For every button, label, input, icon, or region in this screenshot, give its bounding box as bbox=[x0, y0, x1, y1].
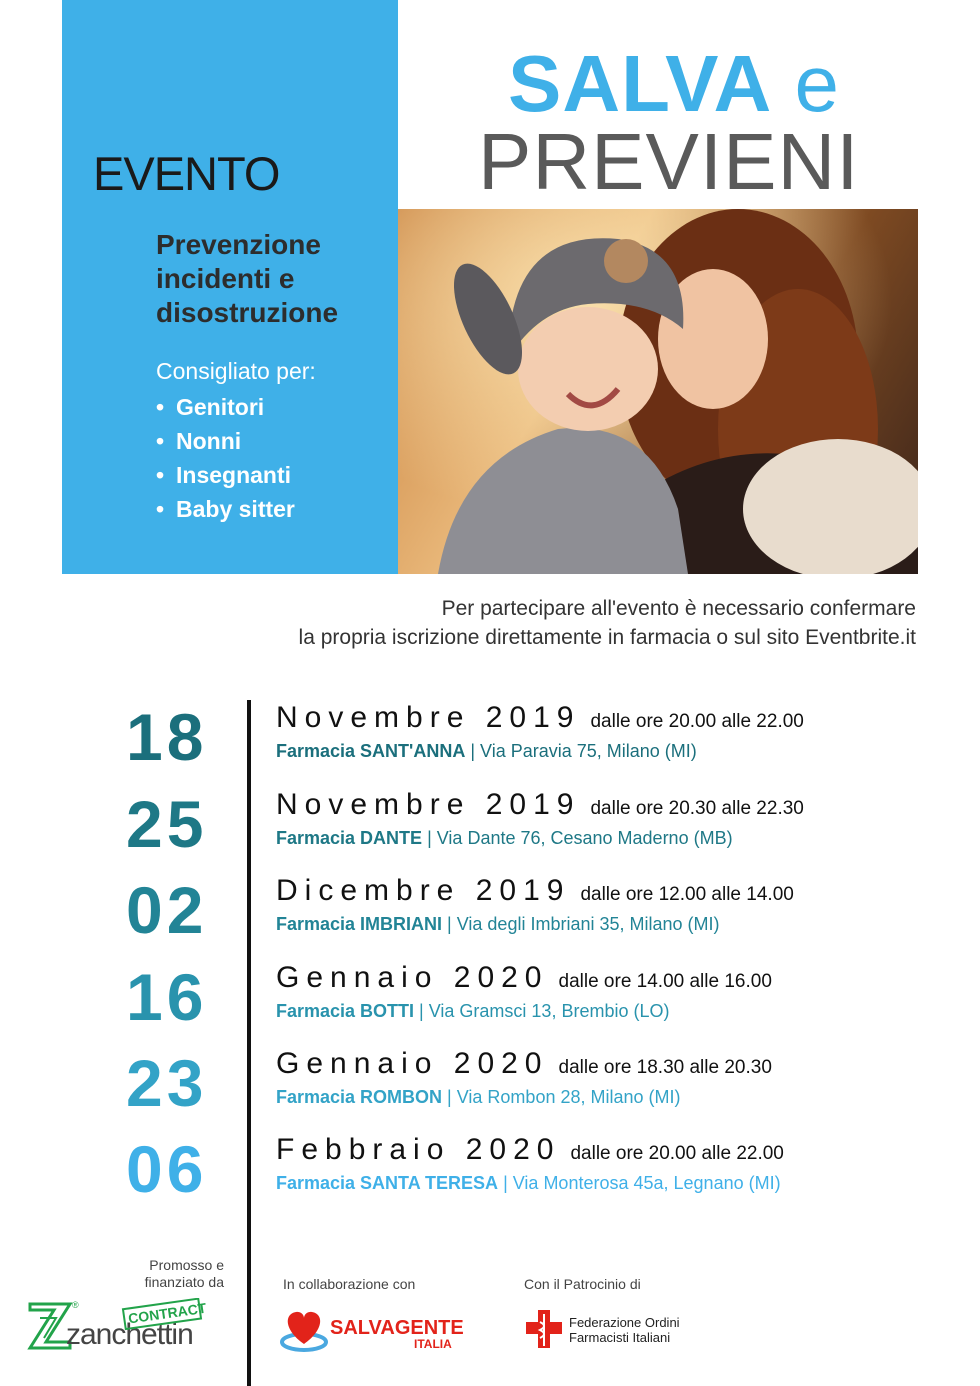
title-salva: SALVA e bbox=[508, 39, 839, 128]
salvagente-logo bbox=[280, 1306, 480, 1359]
event-place bbox=[276, 911, 720, 937]
event-day: 18 bbox=[126, 700, 208, 774]
audience-item: • Genitori bbox=[156, 390, 295, 424]
collaboration-label: In collaborazione con bbox=[283, 1276, 416, 1292]
event-subtitle bbox=[156, 228, 396, 330]
event-place bbox=[276, 1084, 681, 1110]
event-row bbox=[0, 960, 980, 1046]
event-row bbox=[0, 700, 980, 786]
event-time: dalle ore 20.30 alle 22.30 bbox=[590, 798, 804, 819]
event-month: Febbraio 2020 dalle ore 20.00 alle 22.00 bbox=[276, 1133, 784, 1166]
pharmacy-address: Via degli Imbriani 35, Milano (MI) bbox=[456, 914, 720, 934]
contract-stamp: CONTRACT bbox=[127, 1299, 208, 1327]
event-place bbox=[276, 738, 697, 764]
salvagente-wordmark: SALVAGENTE bbox=[330, 1317, 464, 1339]
audience-list bbox=[156, 390, 295, 526]
event-month: Novembre 2019 dalle ore 20.30 alle 22.30 bbox=[276, 788, 804, 821]
pharmacy-name: Farmacia DANTE bbox=[276, 828, 423, 848]
pharmacy-name: Farmacia IMBRIANI bbox=[276, 914, 443, 934]
event-time: dalle ore 20.00 alle 22.00 bbox=[570, 1143, 784, 1164]
subtitle-line: Prevenzione bbox=[156, 229, 321, 260]
pharmacy-name: Farmacia BOTTI bbox=[276, 1001, 415, 1021]
separator: | bbox=[442, 914, 457, 934]
heart-icon bbox=[288, 1312, 320, 1344]
bullet-icon: • bbox=[156, 462, 165, 488]
patronage-label: Con il Patrocinio di bbox=[524, 1276, 641, 1292]
event-time: dalle ore 20.00 alle 22.00 bbox=[590, 711, 804, 732]
event-month: Gennaio 2020 dalle ore 14.00 alle 16.00 bbox=[276, 961, 772, 994]
event-month: Dicembre 2019 dalle ore 12.00 alle 14.00 bbox=[276, 874, 794, 907]
mother-and-baby-photo bbox=[398, 209, 918, 574]
separator: | bbox=[422, 828, 437, 848]
zanchettin-logo-art bbox=[26, 1298, 236, 1354]
event-time: dalle ore 14.00 alle 16.00 bbox=[558, 971, 772, 992]
event-time: dalle ore 12.00 alle 14.00 bbox=[580, 884, 794, 905]
event-month: Novembre 2019 dalle ore 20.00 alle 22.00 bbox=[276, 701, 804, 734]
event-place bbox=[276, 1170, 781, 1196]
fofi-logo-art bbox=[525, 1308, 695, 1352]
event-row bbox=[0, 1132, 980, 1218]
event-heading: EVENTO bbox=[93, 147, 280, 200]
salvagente-logo-art bbox=[280, 1306, 480, 1354]
photo-illustration bbox=[398, 209, 918, 574]
fofi-logo bbox=[525, 1308, 695, 1357]
event-day: 02 bbox=[126, 873, 208, 947]
registration-info bbox=[299, 594, 916, 652]
audience-item: • Insegnanti bbox=[156, 458, 295, 492]
event-day: 16 bbox=[126, 960, 208, 1034]
separator: | bbox=[465, 741, 481, 761]
event-day: 25 bbox=[126, 787, 208, 861]
promoted-by-label: Promosso e finanziato da bbox=[144, 1257, 224, 1290]
info-line: la propria iscrizione direttamente in farmacia o sul sito Eventbrite.it bbox=[298, 626, 916, 649]
bullet-icon: • bbox=[156, 394, 165, 420]
event-place bbox=[276, 998, 669, 1024]
fofi-line2: Farmacisti Italiani bbox=[569, 1330, 671, 1345]
pharmacy-address: Via Monterosa 45a, Legnano (MI) bbox=[512, 1173, 781, 1193]
pharmacy-address: Via Gramsci 13, Brembio (LO) bbox=[428, 1001, 670, 1021]
pharmacy-name: Farmacia ROMBON bbox=[276, 1087, 443, 1107]
title-previeni: PREVIENI bbox=[478, 117, 860, 206]
event-month: Gennaio 2020 dalle ore 18.30 alle 20.30 bbox=[276, 1047, 772, 1080]
zanchettin-wordmark: zanchettin bbox=[66, 1318, 193, 1351]
zanchettin-logo bbox=[26, 1298, 236, 1359]
separator: | bbox=[442, 1087, 457, 1107]
bullet-icon: • bbox=[156, 428, 165, 454]
fofi-line1: Federazione Ordini bbox=[569, 1315, 680, 1330]
reg-mark: ® bbox=[72, 1300, 79, 1310]
event-day: 06 bbox=[126, 1132, 208, 1206]
event-row bbox=[0, 873, 980, 959]
event-time: dalle ore 18.30 alle 20.30 bbox=[558, 1057, 772, 1078]
event-row bbox=[0, 787, 980, 873]
event-place bbox=[276, 825, 733, 851]
info-line: Per partecipare all'evento è necessario confermare bbox=[441, 597, 916, 620]
pharmacy-address: Via Dante 76, Cesano Maderno (MB) bbox=[436, 828, 733, 848]
pharmacy-name: Farmacia SANTA TERESA bbox=[276, 1173, 499, 1193]
italia-wordmark: ITALIA bbox=[414, 1337, 452, 1351]
subtitle-line: disostruzione bbox=[156, 297, 339, 328]
bullet-icon: • bbox=[156, 496, 165, 522]
separator: | bbox=[498, 1173, 513, 1193]
audience-item: • Nonni bbox=[156, 424, 295, 458]
event-day: 23 bbox=[126, 1046, 208, 1120]
pharmacy-address: Via Rombon 28, Milano (MI) bbox=[456, 1087, 681, 1107]
event-row bbox=[0, 1046, 980, 1132]
pharmacy-address: Via Paravia 75, Milano (MI) bbox=[480, 741, 697, 761]
recommended-label: Consigliato per: bbox=[156, 358, 316, 384]
subtitle-line: incidenti e bbox=[156, 263, 295, 294]
separator: | bbox=[414, 1001, 429, 1021]
pharmacy-name: Farmacia SANT'ANNA bbox=[276, 741, 466, 761]
audience-item: • Baby sitter bbox=[156, 492, 295, 526]
